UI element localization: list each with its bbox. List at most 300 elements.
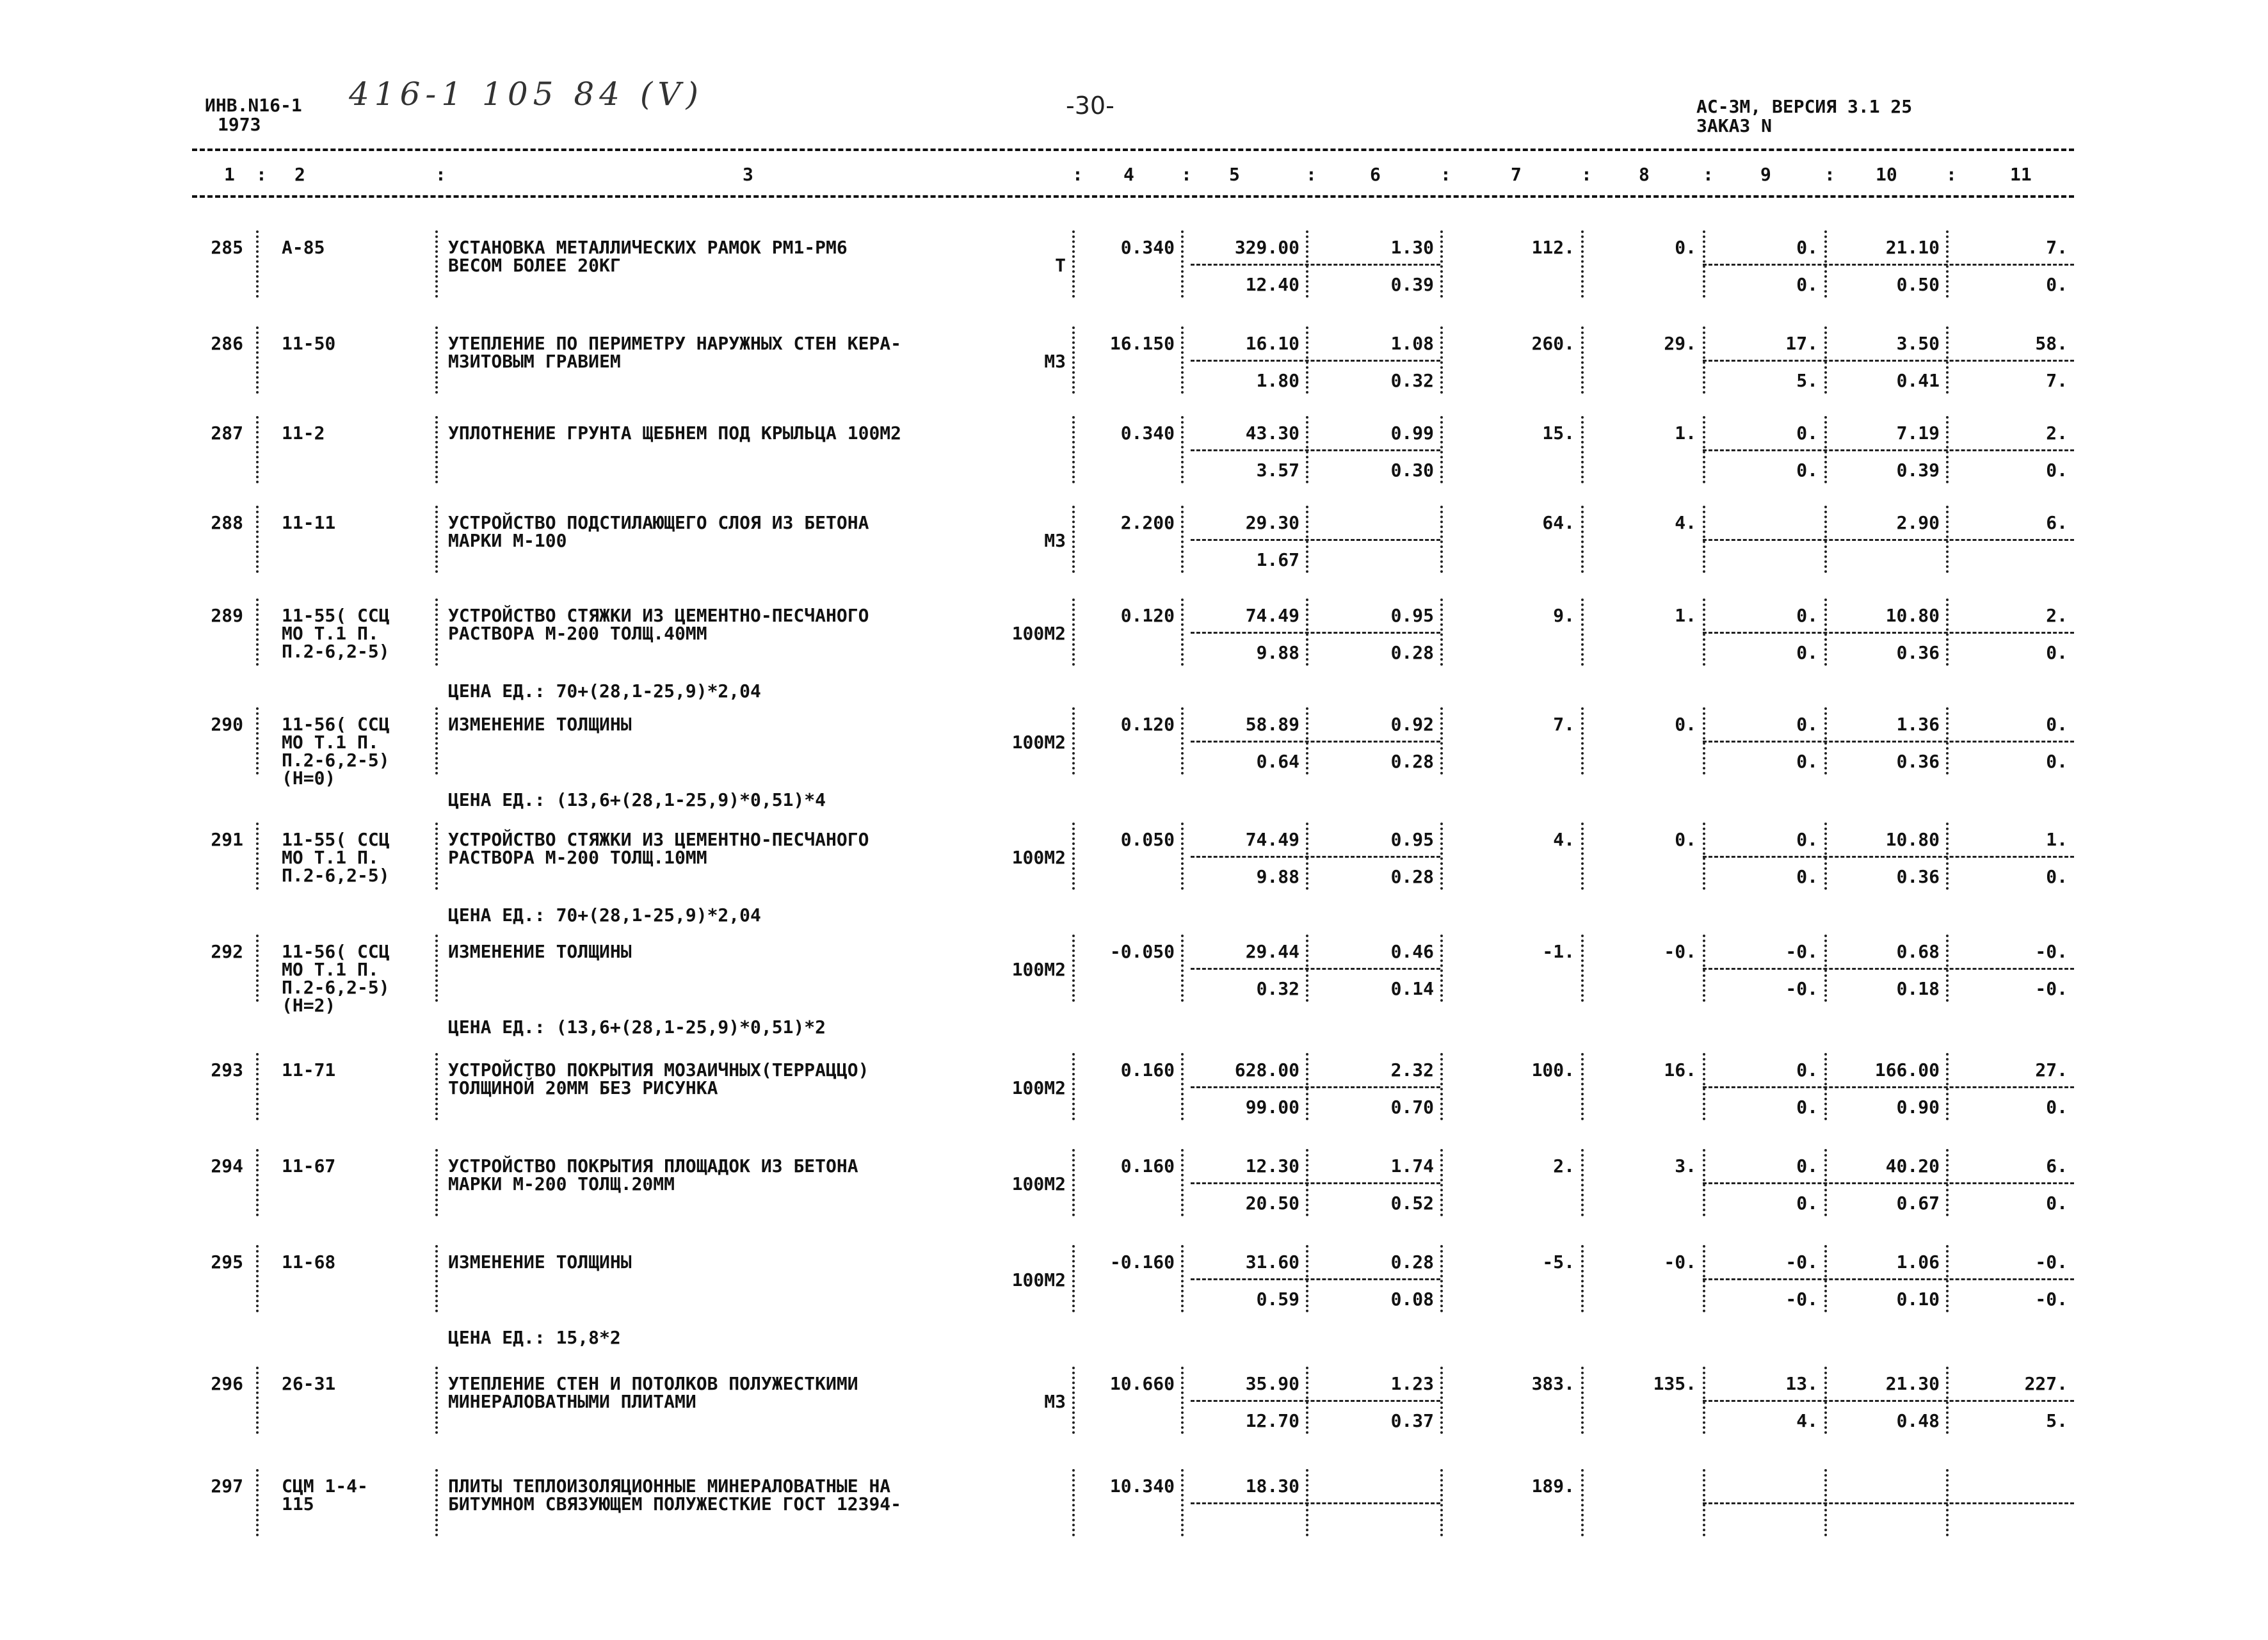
handwritten-reference: 416-1 105 84 (V) <box>349 76 704 113</box>
rate-code: 115 <box>282 1493 314 1515</box>
unit: М3 <box>1044 351 1066 372</box>
col10-value: 21.10 <box>1885 237 1940 258</box>
col11-value: 58. <box>2035 333 2068 354</box>
work-description: РАСТВОРА М-200 ТОЛЩ.40ММ <box>448 623 707 644</box>
col10-value: 0.68 <box>1896 941 1940 962</box>
col11-wage: 0. <box>2046 1097 2068 1118</box>
column-separator: : <box>435 164 446 185</box>
column-separator <box>1072 823 1077 890</box>
unit: 100М2 <box>1011 732 1066 753</box>
inventory-label: ИНВ.N16-1 <box>205 95 302 116</box>
subrow-separator <box>1703 1502 2074 1504</box>
col6-wage: 0.52 <box>1390 1193 1434 1214</box>
col7-total: 189. <box>1531 1475 1575 1497</box>
quantity: 2.200 <box>1120 512 1175 533</box>
col5-price: 12.30 <box>1245 1155 1299 1177</box>
col5-wage: 1.67 <box>1256 549 1299 570</box>
col7-total: 15. <box>1542 422 1575 444</box>
column-separator <box>1072 935 1077 1002</box>
column-separator <box>1440 707 1445 775</box>
col7-total: 64. <box>1542 512 1575 533</box>
column-separator <box>1581 1367 1586 1434</box>
col5-price: 628.00 <box>1234 1059 1299 1081</box>
column-separator <box>1072 506 1077 573</box>
column-separator <box>1440 1149 1445 1216</box>
col11-value: -0. <box>2035 941 2068 962</box>
col5-price: 58.89 <box>1245 714 1299 735</box>
column-separator <box>1072 599 1077 666</box>
col5-price: 35.90 <box>1245 1373 1299 1394</box>
column-separator <box>256 326 261 394</box>
col10-value: 21.30 <box>1885 1373 1940 1394</box>
rate-code: 11-56( ССЦ <box>282 714 390 735</box>
rate-code: МО Т.1 П. <box>282 847 379 868</box>
column-number: 7 <box>1511 164 1522 185</box>
work-description: ИЗМЕНЕНИЕ ТОЛЩИНЫ <box>448 941 632 962</box>
rate-code: 11-56( ССЦ <box>282 941 390 962</box>
rate-code: 11-2 <box>282 422 325 444</box>
col7-total: 260. <box>1531 333 1575 354</box>
subrow-separator <box>1703 1278 2074 1280</box>
row-number: 287 <box>211 422 243 444</box>
col10-wage: 0.10 <box>1896 1289 1940 1310</box>
subrow-separator <box>1191 1502 1440 1504</box>
rate-code: (Н=2) <box>282 995 336 1016</box>
column-separator <box>1181 1149 1186 1216</box>
col11-value: 6. <box>2046 1155 2068 1177</box>
col6-wage: 0.70 <box>1390 1097 1434 1118</box>
subrow-separator <box>1191 1086 1440 1088</box>
col7-total: 7. <box>1553 714 1575 735</box>
col10-value: 10.80 <box>1885 605 1940 626</box>
work-description: УТЕПЛЕНИЕ ПО ПЕРИМЕТРУ НАРУЖНЫХ СТЕН КЕРА- <box>448 333 902 354</box>
col5-wage: 12.70 <box>1245 1410 1299 1431</box>
work-description: РАСТВОРА М-200 ТОЛЩ.10ММ <box>448 847 707 868</box>
subrow-separator <box>1703 264 2074 266</box>
subrow-separator <box>1191 1278 1440 1280</box>
column-separator: : <box>256 164 267 185</box>
quantity: 10.660 <box>1109 1373 1175 1394</box>
column-separator <box>1181 506 1186 573</box>
work-description: БИТУМНОМ СВЯЗУЮЩЕМ ПОЛУЖЕСТКИЕ ГОСТ 12394- <box>448 1493 902 1515</box>
col9-value: 0. <box>1796 237 1818 258</box>
col11-value: 1. <box>2046 829 2068 850</box>
col5-price: 74.49 <box>1245 605 1299 626</box>
column-separator <box>256 230 261 298</box>
rate-code: МО Т.1 П. <box>282 623 379 644</box>
column-separator <box>1181 935 1186 1002</box>
column-separator <box>256 1469 261 1536</box>
col11-wage: 0. <box>2046 642 2068 663</box>
column-separator <box>435 326 440 394</box>
column-separator <box>1440 599 1445 666</box>
row-number: 293 <box>211 1059 243 1081</box>
row-number: 296 <box>211 1373 243 1394</box>
row-number: 286 <box>211 333 243 354</box>
quantity: 0.120 <box>1120 714 1175 735</box>
column-separator <box>435 707 440 775</box>
column-separator <box>1581 599 1586 666</box>
column-separator <box>1181 326 1186 394</box>
column-separator <box>1581 1245 1586 1312</box>
work-description: ИЗМЕНЕНИЕ ТОЛЩИНЫ <box>448 714 632 735</box>
col9-wage: 5. <box>1796 370 1818 391</box>
col11-value: 6. <box>2046 512 2068 533</box>
col6-value: 0.92 <box>1390 714 1434 735</box>
subrow-separator <box>1703 360 2074 362</box>
col9-value: 0. <box>1796 422 1818 444</box>
col9-value: 0. <box>1796 829 1818 850</box>
price-note: ЦЕНА ЕД.: (13,6+(28,1-25,9)*0,51)*2 <box>448 1017 826 1038</box>
work-description: МАРКИ М-100 <box>448 530 567 551</box>
col8-value: 0. <box>1675 829 1696 850</box>
row-number: 294 <box>211 1155 243 1177</box>
column-separator <box>435 599 440 666</box>
subrow-separator <box>1703 856 2074 858</box>
row-number: 297 <box>211 1475 243 1497</box>
col8-value: -0. <box>1664 941 1696 962</box>
column-separator <box>435 823 440 890</box>
col5-price: 18.30 <box>1245 1475 1299 1497</box>
col5-wage: 99.00 <box>1245 1097 1299 1118</box>
col10-value: 10.80 <box>1885 829 1940 850</box>
rate-code: 11-67 <box>282 1155 336 1177</box>
rate-code: А-85 <box>282 237 325 258</box>
col10-wage: 0.36 <box>1896 751 1940 772</box>
rate-code: 11-55( ССЦ <box>282 605 390 626</box>
column-separator <box>435 230 440 298</box>
column-number: 2 <box>294 164 305 185</box>
col10-value: 40.20 <box>1885 1155 1940 1177</box>
quantity: 0.340 <box>1120 237 1175 258</box>
col5-price: 74.49 <box>1245 829 1299 850</box>
unit: М3 <box>1044 530 1066 551</box>
col7-total: 383. <box>1531 1373 1575 1394</box>
column-separator <box>1581 823 1586 890</box>
column-separator <box>1181 416 1186 483</box>
col10-wage: 0.90 <box>1896 1097 1940 1118</box>
column-separator <box>435 1053 440 1120</box>
column-separator <box>435 1367 440 1434</box>
work-description: УТЕПЛЕНИЕ СТЕН И ПОТОЛКОВ ПОЛУЖЕСТКИМИ <box>448 1373 858 1394</box>
col9-wage: 0. <box>1796 274 1818 295</box>
col7-total: 112. <box>1531 237 1575 258</box>
col6-value: 1.74 <box>1390 1155 1434 1177</box>
col6-wage: 0.28 <box>1390 751 1434 772</box>
quantity: 0.050 <box>1120 829 1175 850</box>
column-separator <box>1072 1053 1077 1120</box>
col10-wage: 0.18 <box>1896 978 1940 999</box>
column-separator <box>1581 1149 1586 1216</box>
column-separator <box>1072 1367 1077 1434</box>
quantity: 16.150 <box>1109 333 1175 354</box>
rate-code: СЦМ 1-4- <box>282 1475 368 1497</box>
column-separator <box>1072 1469 1077 1536</box>
subrow-separator <box>1703 741 2074 743</box>
col8-value: 1. <box>1675 422 1696 444</box>
column-separator: : <box>1703 164 1714 185</box>
col6-wage: 0.28 <box>1390 642 1434 663</box>
col11-value: 27. <box>2035 1059 2068 1081</box>
work-description: МИНЕРАЛОВАТНЫМИ ПЛИТАМИ <box>448 1391 696 1412</box>
column-separator <box>435 1149 440 1216</box>
subrow-separator <box>1191 360 1440 362</box>
column-separator <box>1072 230 1077 298</box>
col7-total: 9. <box>1553 605 1575 626</box>
col7-total: -1. <box>1542 941 1575 962</box>
col11-wage: 0. <box>2046 274 2068 295</box>
col11-wage: 0. <box>2046 460 2068 481</box>
column-separator <box>1581 1469 1586 1536</box>
column-separator <box>1181 1053 1186 1120</box>
column-separator <box>1072 1245 1077 1312</box>
rate-code: П.2-6,2-5) <box>282 977 390 998</box>
column-number: 10 <box>1876 164 1897 185</box>
col6-wage: 0.39 <box>1390 274 1434 295</box>
page-number: -30- <box>1066 92 1114 120</box>
year-label: 1973 <box>218 114 261 135</box>
col8-value: 135. <box>1653 1373 1696 1394</box>
subrow-separator <box>1703 1182 2074 1184</box>
column-separator <box>256 935 261 1002</box>
work-description: УСТРОЙСТВО СТЯЖКИ ИЗ ЦЕМЕНТНО-ПЕСЧАНОГО <box>448 605 869 626</box>
col5-wage: 9.88 <box>1256 866 1299 887</box>
row-number: 289 <box>211 605 243 626</box>
column-separator <box>1581 707 1586 775</box>
col9-value: 13. <box>1785 1373 1818 1394</box>
price-note: ЦЕНА ЕД.: 70+(28,1-25,9)*2,04 <box>448 904 761 926</box>
column-separator <box>435 1469 440 1536</box>
col8-value: 16. <box>1664 1059 1696 1081</box>
subrow-separator <box>1191 1182 1440 1184</box>
column-number: 3 <box>743 164 753 185</box>
col5-wage: 0.32 <box>1256 978 1299 999</box>
col6-wage: 0.08 <box>1390 1289 1434 1310</box>
column-number: 9 <box>1760 164 1771 185</box>
col11-wage: -0. <box>2035 1289 2068 1310</box>
col5-wage: 0.64 <box>1256 751 1299 772</box>
quantity: 10.340 <box>1109 1475 1175 1497</box>
column-number: 1 <box>224 164 235 185</box>
column-separator <box>256 506 261 573</box>
rate-code: МО Т.1 П. <box>282 959 379 980</box>
column-number: 6 <box>1370 164 1381 185</box>
work-description: ИЗМЕНЕНИЕ ТОЛЩИНЫ <box>448 1251 632 1273</box>
column-separator <box>1072 707 1077 775</box>
work-description: МАРКИ М-200 ТОЛЩ.20ММ <box>448 1173 675 1194</box>
col10-value: 7.19 <box>1896 422 1940 444</box>
col7-total: 4. <box>1553 829 1575 850</box>
quantity: -0.050 <box>1109 941 1175 962</box>
col8-value: 0. <box>1675 714 1696 735</box>
price-note: ЦЕНА ЕД.: 15,8*2 <box>448 1327 621 1348</box>
col10-value: 1.06 <box>1896 1251 1940 1273</box>
subrow-separator <box>1703 539 2074 541</box>
col11-wage: 5. <box>2046 1410 2068 1431</box>
column-separator <box>1440 326 1445 394</box>
unit: 100М2 <box>1011 623 1066 644</box>
subrow-separator <box>1191 539 1440 541</box>
column-separator <box>435 416 440 483</box>
col9-wage: 0. <box>1796 642 1818 663</box>
column-separator: : <box>1072 164 1083 185</box>
col10-wage: 0.36 <box>1896 642 1940 663</box>
col10-value: 2.90 <box>1896 512 1940 533</box>
column-number: 11 <box>2010 164 2032 185</box>
unit: 100М2 <box>1011 1173 1066 1194</box>
column-separator: : <box>1824 164 1835 185</box>
col11-value: 227. <box>2024 1373 2068 1394</box>
col6-value: 1.23 <box>1390 1373 1434 1394</box>
column-separator: : <box>1306 164 1317 185</box>
column-separator: : <box>1581 164 1592 185</box>
work-description: ТОЛЩИНОЙ 20ММ БЕЗ РИСУНКА <box>448 1077 718 1098</box>
column-separator <box>1181 823 1186 890</box>
column-separator <box>256 1367 261 1434</box>
column-separator <box>1181 1367 1186 1434</box>
work-description: ВЕСОМ БОЛЕЕ 20КГ <box>448 255 621 276</box>
work-description: УСТАНОВКА МЕТАЛЛИЧЕСКИХ РАМОК РМ1-РМ6 <box>448 237 848 258</box>
work-description: УСТРОЙСТВО ПОДСТИЛАЮЩЕГО СЛОЯ ИЗ БЕТОНА <box>448 512 869 533</box>
col6-wage: 0.28 <box>1390 866 1434 887</box>
col11-value: 7. <box>2046 237 2068 258</box>
row-number: 292 <box>211 941 243 962</box>
col6-wage: 0.37 <box>1390 1410 1434 1431</box>
col11-value: -0. <box>2035 1251 2068 1273</box>
col8-value: 0. <box>1675 237 1696 258</box>
work-description: УСТРОЙСТВО ПОКРЫТИЯ ПЛОЩАДОК ИЗ БЕТОНА <box>448 1155 858 1177</box>
col9-value: -0. <box>1785 1251 1818 1273</box>
col5-price: 43.30 <box>1245 422 1299 444</box>
row-number: 295 <box>211 1251 243 1273</box>
col11-wage: 0. <box>2046 1193 2068 1214</box>
col8-value: 4. <box>1675 512 1696 533</box>
row-number: 291 <box>211 829 243 850</box>
unit: 100М2 <box>1011 1269 1066 1290</box>
col11-wage: 7. <box>2046 370 2068 391</box>
subrow-separator <box>1703 1400 2074 1402</box>
column-separator <box>1072 326 1077 394</box>
quantity: 0.160 <box>1120 1059 1175 1081</box>
column-separator <box>1581 326 1586 394</box>
column-separator <box>1440 1245 1445 1312</box>
col11-wage: -0. <box>2035 978 2068 999</box>
col5-price: 329.00 <box>1234 237 1299 258</box>
column-separator <box>1581 230 1586 298</box>
work-description: МЗИТОВЫМ ГРАВИЕМ <box>448 351 621 372</box>
col11-wage: 0. <box>2046 751 2068 772</box>
column-separator: : <box>1181 164 1192 185</box>
column-separator <box>256 1053 261 1120</box>
col5-wage: 12.40 <box>1245 274 1299 295</box>
column-separator <box>1440 1053 1445 1120</box>
col6-wage: 0.30 <box>1390 460 1434 481</box>
col9-value: 0. <box>1796 605 1818 626</box>
table-row <box>0 1232 2268 1373</box>
unit: 100М2 <box>1011 1077 1066 1098</box>
col7-total: 100. <box>1531 1059 1575 1081</box>
col11-value: 2. <box>2046 422 2068 444</box>
column-separator <box>1181 1245 1186 1312</box>
column-separator: : <box>1440 164 1451 185</box>
column-separator <box>1581 1053 1586 1120</box>
col8-value: 1. <box>1675 605 1696 626</box>
column-separator <box>1440 506 1445 573</box>
work-description: УСТРОЙСТВО ПОКРЫТИЯ МОЗАИЧНЫХ(ТЕРРАЦЦО) <box>448 1059 869 1081</box>
col6-wage: 0.14 <box>1390 978 1434 999</box>
row-number: 290 <box>211 714 243 735</box>
column-separator <box>435 506 440 573</box>
column-separator <box>435 935 440 1002</box>
col5-price: 29.30 <box>1245 512 1299 533</box>
rate-code: П.2-6,2-5) <box>282 750 390 771</box>
price-note: ЦЕНА ЕД.: (13,6+(28,1-25,9)*0,51)*4 <box>448 789 826 810</box>
col11-value: 0. <box>2046 714 2068 735</box>
rate-code: 11-55( ССЦ <box>282 829 390 850</box>
col5-price: 16.10 <box>1245 333 1299 354</box>
subrow-separator <box>1191 449 1440 451</box>
col6-value: 0.46 <box>1390 941 1434 962</box>
column-separator <box>1440 823 1445 890</box>
unit: 100М2 <box>1011 959 1066 980</box>
work-description: УСТРОЙСТВО СТЯЖКИ ИЗ ЦЕМЕНТНО-ПЕСЧАНОГО <box>448 829 869 850</box>
col10-value: 1.36 <box>1896 714 1940 735</box>
column-separator <box>1440 935 1445 1002</box>
col10-value: 166.00 <box>1874 1059 1940 1081</box>
col10-wage: 0.48 <box>1896 1410 1940 1431</box>
col7-total: -5. <box>1542 1251 1575 1273</box>
unit: Т <box>1055 255 1066 276</box>
column-separator <box>1581 935 1586 1002</box>
rate-code: 11-71 <box>282 1059 336 1081</box>
row-number: 288 <box>211 512 243 533</box>
column-separator <box>256 707 261 775</box>
col6-value: 0.95 <box>1390 605 1434 626</box>
col10-wage: 0.41 <box>1896 370 1940 391</box>
rate-code: П.2-6,2-5) <box>282 641 390 662</box>
program-version: АС-3М, ВЕРСИЯ 3.1 25 <box>1696 96 1913 117</box>
col5-price: 29.44 <box>1245 941 1299 962</box>
unit: М3 <box>1044 1391 1066 1412</box>
column-separator <box>1181 599 1186 666</box>
column-number: 4 <box>1123 164 1134 185</box>
column-separator <box>1181 1469 1186 1536</box>
subrow-separator <box>1703 1086 2074 1088</box>
subrow-separator <box>1191 741 1440 743</box>
price-note: ЦЕНА ЕД.: 70+(28,1-25,9)*2,04 <box>448 680 761 702</box>
col9-wage: 0. <box>1796 1193 1818 1214</box>
subrow-separator <box>1703 968 2074 970</box>
column-separator <box>1581 506 1586 573</box>
col6-wage: 0.32 <box>1390 370 1434 391</box>
subrow-separator <box>1191 856 1440 858</box>
row-number: 285 <box>211 237 243 258</box>
quantity: -0.160 <box>1109 1251 1175 1273</box>
subrow-separator <box>1191 632 1440 634</box>
col6-value: 1.08 <box>1390 333 1434 354</box>
col9-value: 0. <box>1796 1059 1818 1081</box>
col9-wage: 0. <box>1796 1097 1818 1118</box>
order-label: ЗАКАЗ N <box>1696 115 1773 136</box>
col11-value: 2. <box>2046 605 2068 626</box>
quantity: 0.120 <box>1120 605 1175 626</box>
table-row <box>0 1456 2268 1597</box>
work-description: ПЛИТЫ ТЕПЛОИЗОЛЯЦИОННЫЕ МИНЕРАЛОВАТНЫЕ НА <box>448 1475 891 1497</box>
col9-wage: -0. <box>1785 978 1818 999</box>
col6-value: 0.99 <box>1390 422 1434 444</box>
column-separator <box>1440 1469 1445 1536</box>
rate-code: (Н=0) <box>282 768 336 789</box>
